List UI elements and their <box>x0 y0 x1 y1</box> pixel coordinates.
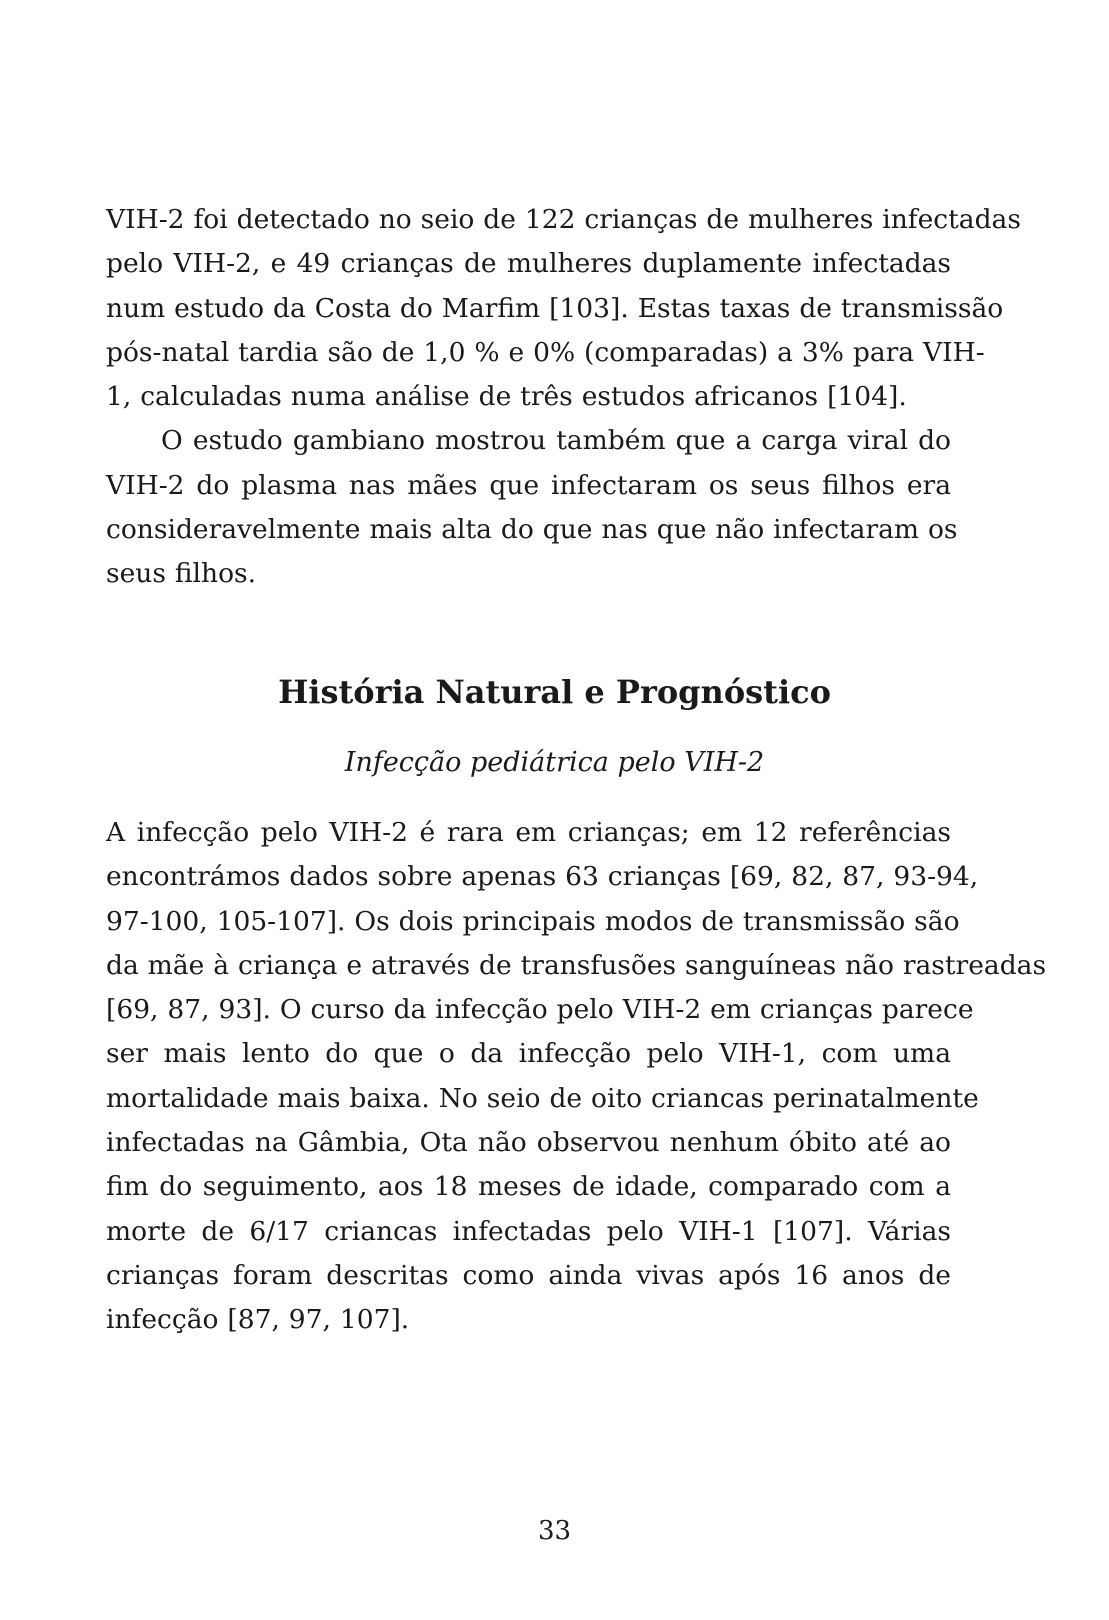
text-line: 97-100, 105-107]. Os dois principais modos de transmissão são <box>106 905 960 937</box>
text-line: crianças foram descritas como ainda vivas após 16 anos de <box>106 1259 951 1291</box>
text-line: VIH-2 do plasma nas mães que infectaram os seus filhos era <box>106 469 951 501</box>
text-line: num estudo da Costa do Marfim [103]. Estas taxas de transmissão <box>106 292 1004 324</box>
text-line: mortalidade mais baixa. No seio de oito criancas perinatalmente <box>106 1082 979 1114</box>
text-line: infecção [87, 97, 107]. <box>106 1304 410 1336</box>
text-line: encontrámos dados sobre apenas 63 crianças [69, 82, 87, 93-94, <box>106 861 979 893</box>
text-line: 1, calculadas numa análise de três estudos africanos [104]. <box>106 381 907 413</box>
text-line: morte de 6/17 criancas infectadas pelo VIH-1 [107]. Várias <box>106 1215 951 1247</box>
body-text-bottom <box>106 811 1047 1343</box>
body-text-top <box>106 198 1021 597</box>
text-line: O estudo gambiano mostrou também que a carga viral do <box>161 425 951 457</box>
text-line: pós-natal tardia são de 1,0 % e 0% (comparadas) a 3% para VIH- <box>106 336 985 368</box>
text-line: A infecção pelo VIH-2 é rara em crianças; em 12 referências <box>106 817 951 848</box>
section-subheading: Infecção pediátrica pelo VIH-2 <box>344 747 765 778</box>
text-line: seus filhos. <box>106 558 257 590</box>
text-line: ser mais lento do que o da infecção pelo VIH-1, com uma <box>106 1038 951 1070</box>
text-line: pelo VIH-2, e 49 crianças de mulheres duplamente infectadas <box>106 248 951 280</box>
text-line: fim do seguimento, aos 18 meses de idade, comparado com a <box>106 1171 951 1203</box>
text-line: consideravelmente mais alta do que nas que não infectaram os <box>106 514 958 546</box>
section-heading: História Natural e Prognóstico <box>278 673 831 711</box>
text-line: [69, 87, 93]. O curso da infecção pelo VIH-2 em crianças parece <box>106 994 974 1026</box>
text-line: VIH-2 foi detectado no seio de 122 crianças de mulheres infectadas <box>106 204 1021 235</box>
text-line: infectadas na Gâmbia, Ota não observou nenhum óbito até ao <box>106 1127 951 1159</box>
page-number: 33 <box>537 1516 572 1546</box>
text-line: da mãe à criança e através de transfusões sanguíneas não rastreadas <box>106 949 1047 981</box>
